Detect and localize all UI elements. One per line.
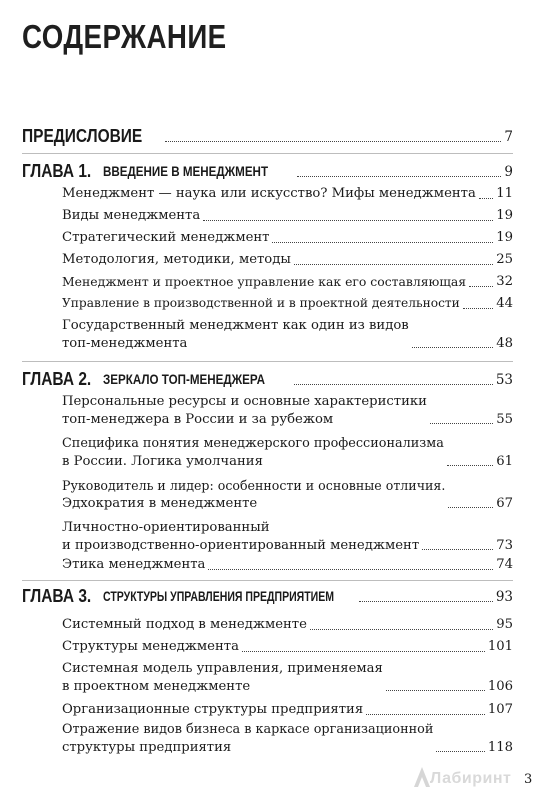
- item-title-line: Отражение видов бизнеса в каркасе организационной: [62, 722, 434, 737]
- page-ref: 25: [496, 252, 513, 267]
- page-ref: 55: [496, 411, 513, 427]
- dot-leader: [447, 465, 493, 466]
- toc-item[interactable]: [62, 519, 513, 554]
- chapter-title: ВВЕДЕНИЕ В МЕНЕДЖМЕНТ: [102, 164, 268, 179]
- item-title: Менеджмент — наука или искусство? Мифы менеджмента: [62, 186, 476, 201]
- page-ref: 106: [487, 678, 513, 694]
- dot-leader: [294, 264, 493, 265]
- section-divider: [22, 361, 513, 362]
- toc-item[interactable]: [62, 721, 513, 756]
- page-ref: 44: [496, 296, 513, 311]
- dot-leader: [422, 549, 493, 550]
- dot-leader: [294, 384, 493, 385]
- chapter-title: СТРУКТУРЫ УПРАВЛЕНИЯ ПРЕДПРИЯТИЕМ: [102, 589, 334, 604]
- page-ref: 101: [487, 639, 513, 654]
- page-ref: 93: [495, 589, 513, 605]
- page-ref: 73: [496, 537, 513, 553]
- page-ref: 32: [496, 274, 513, 289]
- page-ref: 95: [496, 617, 513, 632]
- item-title-line: Личностно-ориентированный: [62, 520, 270, 535]
- page-title: СОДЕРЖАНИЕ: [22, 18, 227, 55]
- toc-chapter-3[interactable]: [22, 584, 513, 606]
- item-title-line: топ-менеджмента: [62, 335, 188, 351]
- dot-leader: [430, 423, 493, 424]
- dot-leader: [463, 308, 493, 309]
- item-title-line: Руководитель и лидер: особенности и основные отличия.: [62, 478, 446, 493]
- toc-item[interactable]: [62, 251, 513, 269]
- item-title: Этика менеджмента: [62, 557, 206, 572]
- toc-item[interactable]: [62, 477, 513, 512]
- chapter-label: ГЛАВА 1.: [22, 161, 92, 181]
- item-title: [62, 317, 409, 352]
- item-title: Структуры менеджмента: [62, 639, 239, 654]
- item-title-line: Специфика понятия менеджерского профессионализма: [62, 436, 444, 451]
- item-title: Методология, методики, методы: [62, 252, 291, 267]
- item-title-line: в России. Логика умолчания: [62, 453, 263, 469]
- item-title-line: топ-менеджера в России и за рубежом: [62, 411, 334, 427]
- page-ref: 107: [487, 702, 513, 717]
- toc-chapter-1[interactable]: [22, 159, 513, 181]
- item-title: Менеджмент и проектное управление как его составляющая: [62, 274, 467, 289]
- item-title: [62, 519, 419, 554]
- item-title-line: Системная модель управления, применяемая: [62, 661, 383, 676]
- item-title: [62, 435, 444, 470]
- chapter-label: ГЛАВА 3.: [22, 586, 92, 606]
- page-ref: 19: [496, 208, 513, 223]
- toc-item[interactable]: [62, 229, 513, 247]
- watermark: Лабиринт: [430, 770, 512, 787]
- dot-leader: [208, 569, 493, 570]
- item-title: Виды менеджмента: [62, 208, 201, 223]
- toc-preface[interactable]: [22, 124, 513, 146]
- preface-label: ПРЕДИСЛОВИЕ: [22, 126, 143, 146]
- dot-leader: [469, 286, 493, 287]
- toc-item[interactable]: [62, 317, 513, 352]
- item-title: [62, 660, 383, 695]
- item-title: [62, 477, 445, 512]
- item-title: [62, 721, 433, 756]
- toc-chapter-2[interactable]: [22, 367, 513, 389]
- toc-item[interactable]: [62, 616, 513, 634]
- item-title-line: в проектном менеджменте: [62, 678, 251, 694]
- item-title: Стратегический менеджмент: [62, 230, 270, 245]
- toc-item[interactable]: [62, 295, 513, 313]
- dot-leader: [448, 507, 493, 508]
- dot-leader: [242, 651, 485, 652]
- toc-item[interactable]: [62, 207, 513, 225]
- chapter-label: ГЛАВА 2.: [22, 369, 92, 389]
- page-ref: 11: [496, 186, 513, 201]
- toc-item[interactable]: [62, 556, 513, 574]
- dot-leader: [436, 751, 484, 752]
- page-ref: 67: [496, 495, 513, 511]
- chapter-title: ЗЕРКАЛО ТОП-МЕНЕДЖЕРА: [102, 372, 265, 387]
- toc-item[interactable]: [62, 660, 513, 695]
- page-ref: 74: [496, 557, 513, 572]
- dot-leader: [272, 242, 493, 243]
- dot-leader: [310, 629, 493, 630]
- dot-leader: [165, 141, 502, 142]
- dot-leader: [359, 601, 493, 602]
- dot-leader: [297, 176, 501, 177]
- item-title: Системный подход в менеджменте: [62, 617, 307, 632]
- page-ref: 19: [496, 230, 513, 245]
- page-ref: 61: [496, 453, 513, 469]
- dot-leader: [386, 690, 485, 691]
- item-title-line: Персональные ресурсы и основные характеристики: [62, 394, 427, 409]
- item-title-line: Эдхократия в менеджменте: [62, 495, 258, 511]
- toc-item[interactable]: [62, 638, 513, 656]
- page-ref: 9: [504, 164, 513, 180]
- dot-leader: [479, 198, 493, 199]
- dot-leader: [203, 220, 493, 221]
- toc-item[interactable]: [62, 435, 513, 470]
- page-ref: 7: [504, 129, 513, 145]
- dot-leader: [366, 714, 485, 715]
- page-ref: 48: [496, 335, 513, 351]
- item-title-line: Государственный менеджмент как один из видов: [62, 318, 409, 333]
- page-ref: 53: [495, 372, 513, 388]
- section-divider: [22, 153, 513, 154]
- toc-item[interactable]: [62, 701, 513, 719]
- item-title: Управление в производственной и в проектной деятельности: [62, 296, 460, 310]
- labirint-logo-icon: [413, 766, 431, 788]
- toc-item[interactable]: [62, 273, 513, 291]
- page-number: 3: [524, 772, 533, 787]
- item-title-line: и производственно-ориентированный менеджмент: [62, 537, 420, 553]
- dot-leader: [412, 347, 494, 348]
- item-title: [62, 393, 427, 428]
- page-ref: 118: [487, 739, 513, 755]
- item-title: Организационные структуры предприятия: [62, 702, 364, 717]
- toc-item[interactable]: [62, 393, 513, 428]
- toc-item[interactable]: [62, 185, 513, 203]
- item-title-line: структуры предприятия: [62, 739, 232, 755]
- section-divider: [22, 580, 513, 581]
